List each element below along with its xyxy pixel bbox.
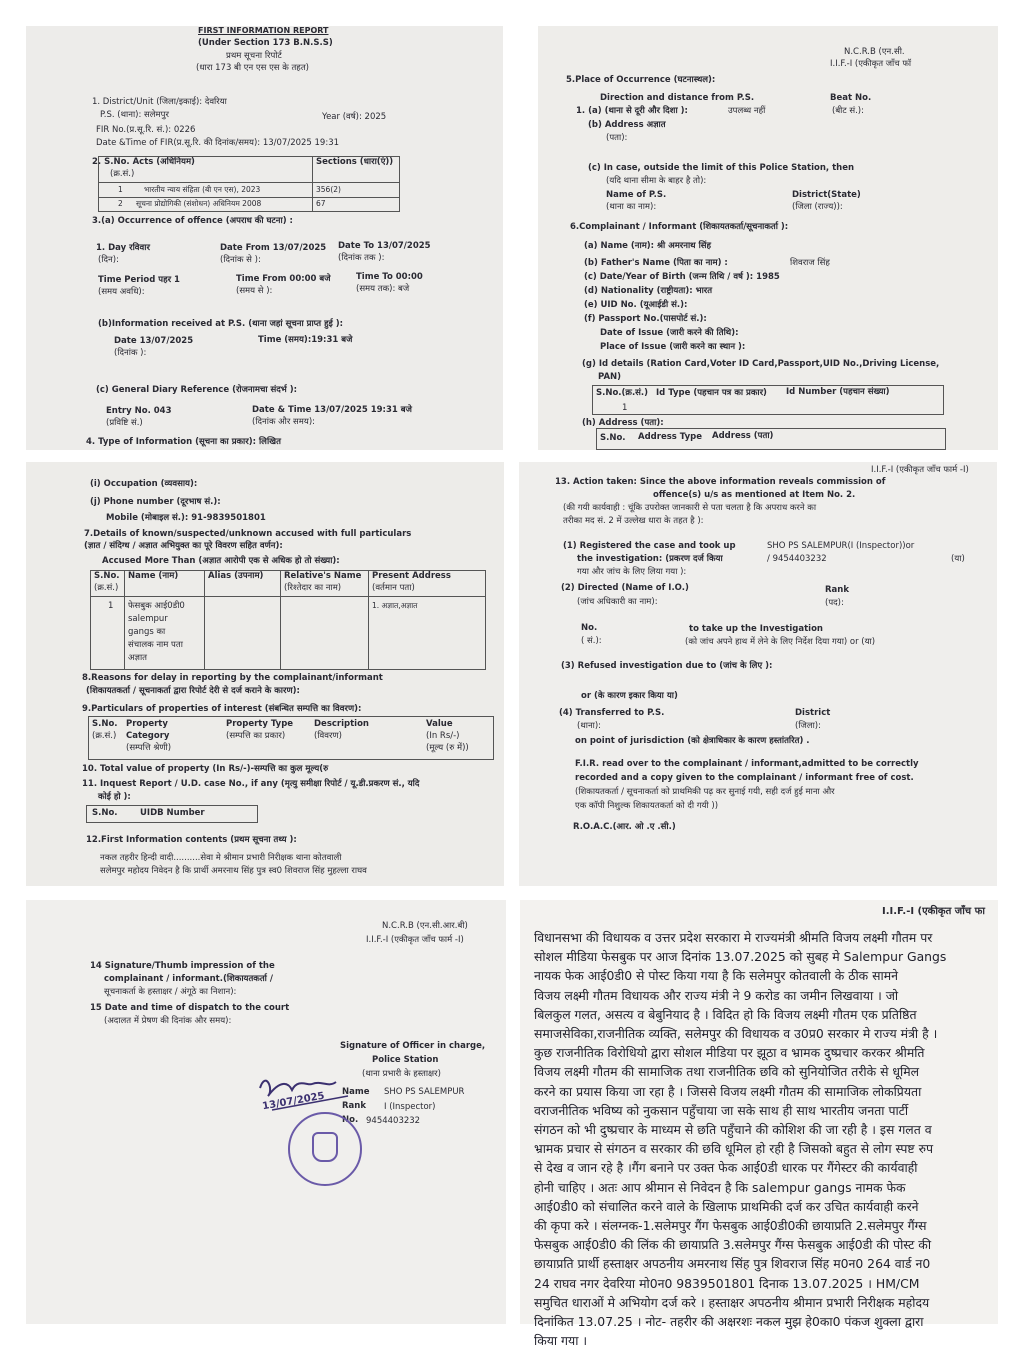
- act-row-1: भारतीय न्याय संहिता (बी एन एस), 2023: [144, 185, 261, 194]
- jurisdiction-field: on point of jurisdiction (को क्षेत्राधिकार के कारण हस्तांतरित) .: [575, 736, 810, 746]
- time-to-hindi: (समय तक): बजे: [356, 284, 410, 294]
- total-value-field: 10. Total value of property (In Rs/-)-सम्पत्ति का कुल मूल्य(रु: [82, 764, 329, 774]
- directed-io-hindi: (जांच अधिकारी का नाम):: [577, 597, 658, 607]
- fir-title: FIRST INFORMATION REPORT: [198, 26, 329, 35]
- id-details-pan: PAN): [598, 372, 622, 382]
- accused-details-heading: 7.Details of known/suspected/unknown accused with full particulars: [84, 529, 412, 539]
- year-field: Year (वर्ष): 2025: [322, 112, 387, 122]
- officer-no-label: No.: [342, 1115, 359, 1125]
- time-period-field: Time Period पहर 1: [98, 275, 180, 285]
- gd-heading: (c) General Diary Reference (रोजनामचा संदर्भ ):: [96, 385, 297, 395]
- registered-case-line: the investigation: (प्रकरण दर्ज किया: [577, 554, 723, 564]
- narrative-line: की कृपा करे । संलग्नक-1.सलेमपुर गैंग फेसबुक आई0डी0की छायाप्रति 2.सलेमपुर गैंग्स: [534, 1218, 927, 1234]
- accused-row-1-name-line: gangs का: [128, 627, 166, 637]
- transferred-field: (4) Transferred to P.S.: [559, 708, 665, 718]
- address-field: (b) Address अज्ञात: [588, 120, 666, 130]
- property-value-header: Value: [426, 719, 453, 729]
- narrative-line: विधानसभा की विधायक व उत्तर प्रदेश सरकारा मे राज्यमंत्री श्रीमति विजय लक्ष्मी गौतम पर: [534, 930, 933, 945]
- narrative-line: भ्रामक प्रचार से संगठन व सरकार की छवि धूमिल हो रही है जिसको बहुत से लोग स्पष्ट रुप: [534, 1141, 934, 1157]
- district-hindi: (जिला):: [795, 721, 821, 731]
- outside-limit-hindi: (यदि थाना सीमा के बाहर है तो):: [606, 176, 707, 186]
- narrative-line: बिलकुल गलत, असत्य व बेबुनियाद है । विदित हो कि विजय लक्ष्मी गौतम एक प्रतिष्ठित: [534, 1006, 917, 1022]
- action-taken-line: 13. Action taken: Since the above information reveals commission of: [555, 477, 886, 487]
- act-row-2-section: 67: [316, 199, 326, 208]
- narrative-line: होनी चाहिए । अतः आप श्रीमान से निवेदन है कि salempur gangs नामक फेक: [534, 1179, 906, 1195]
- inquest-report-field: 11. Inquest Report / U.D. case No., if any (मृत्यु समीक्षा रिपोर्ट / यू.डी.प्रकरण सं., यदि: [82, 779, 420, 789]
- take-investigation-hindi: (को जांच अपने हाथ में लेने के लिए निर्देश दिया गया) or (या): [685, 637, 876, 647]
- occupation-field: (i) Occupation (व्यवसाय):: [90, 479, 198, 489]
- date-to-hindi: (दिनांक तक ):: [338, 253, 385, 263]
- property-description-header-hindi: (विवरण): [314, 731, 342, 741]
- occurrence-heading: 3.(a) Occurrence of offence (अपराध की घटना) :: [92, 216, 293, 226]
- id-table-number-header: Id Number (पहचान संख्या): [786, 387, 890, 397]
- fir-read-over-line: F.I.R. read over to the complainant / informant,admitted to be correctly: [575, 759, 919, 769]
- act-row-2-no: 2: [118, 199, 123, 208]
- accused-address-header-hindi: (वर्तमान पता): [372, 583, 415, 593]
- property-type-header: Property Type: [226, 719, 294, 729]
- accused-more-than-field: Accused More Than (अज्ञात आरोपी एक से अधिक हो तो संख्या):: [102, 556, 340, 566]
- officer-signature-date: 13/07/2025: [261, 1090, 326, 1113]
- acts-col-divider: [312, 156, 313, 212]
- ncrb-label: N.C.R.B (एन.सी.: [844, 47, 905, 57]
- narrative-line: वराजनीतिक भविष्य को नुकसान पहुँचाया जा सके साथ ही साथ भारतीय जनता पार्टी: [534, 1102, 909, 1118]
- refused-investigation-field: (3) Refused investigation due to (जांच के लिए ):: [561, 661, 773, 671]
- directed-io-field: (2) Directed (Name of I.O.): [561, 583, 689, 593]
- accused-name-header: Name (नाम): [128, 571, 179, 581]
- direction-field: 1. (a) (थाना से दूरी और दिशा ):: [576, 106, 688, 116]
- officer-signature-hindi: (थाना प्रभारी के हस्ताक्षर): [362, 1069, 441, 1079]
- officer-signature-label: Signature of Officer in charge,: [340, 1041, 486, 1051]
- accused-sno-header-hindi: (क्र.सं.): [94, 583, 119, 593]
- accused-row-1-name-line: फेसबुक आई0डी0: [128, 601, 185, 611]
- address-hindi: (पता):: [606, 133, 628, 143]
- fir-read-over-line: recorded and a copy given to the complainant / informant free of cost.: [575, 773, 914, 783]
- gd-datetime-field: Date & Time 13/07/2025 19:31 बजे: [252, 405, 412, 415]
- info-type-field: 4. Type of Information (सूचना का प्रकार): लिखित: [86, 437, 281, 447]
- acts-header-sno: (क्र.सं.): [110, 169, 135, 179]
- act-row-2: सूचना प्रोद्योगिकी (संशोधन) अधिनियम 2008: [136, 199, 262, 208]
- uid-field: (e) UID No. (यूआईडी सं.):: [584, 300, 688, 310]
- narrative-line: किया गया ।: [534, 1333, 588, 1349]
- narrative-line: विजय लक्ष्मी गौतम विधायक और राज्य मंत्री ने 9 करोड का जमीन लिखवाया । जो: [534, 987, 899, 1003]
- property-sno-header-hindi: (क्र.सं.): [92, 731, 117, 741]
- beat-no-label: Beat No.: [830, 93, 872, 103]
- narrative-line: समाजसेविका,राजनीतिक व्यक्ति, सलेमपुर की विधायक व उ0प्र0 सरकार मे राज्य मंत्री है ।: [534, 1026, 938, 1042]
- date-from-hindi: (दिनांक से ):: [220, 255, 261, 265]
- inquest-report-field-2: कोई हो ):: [98, 792, 131, 802]
- narrative-line: आई0डी0 को संचालित करने वाले के खिलाफ प्राथमिकी दर्ज कर उचित कार्यवाही करने: [534, 1198, 919, 1214]
- signature-complainant-line: 14 Signature/Thumb impression of the: [90, 961, 275, 971]
- place-of-occurrence-heading: 5.Place of Occurrence (घटनास्थल):: [566, 75, 716, 85]
- name-of-ps-label: Name of P.S.: [606, 190, 667, 200]
- date-from-field: Date From 13/07/2025: [220, 243, 327, 253]
- date-to-field: Date To 13/07/2025: [338, 241, 431, 251]
- signature-complainant-hindi: सूचनाकर्ता के हस्ताक्षर / अंगूठे का निशान):: [104, 987, 237, 997]
- time-to-field: Time To 00:00: [356, 272, 423, 282]
- id-details-field: (g) Id details (Ration Card,Voter ID Card,Passport,UID No.,Driving License,: [582, 359, 940, 369]
- accused-relative-header-hindi: (रिश्तेदार का नाम): [284, 583, 342, 593]
- address-table-address-header: Address (पता): [712, 431, 774, 441]
- first-information-continued: [534, 928, 966, 1350]
- action-taken-hindi: (की गयी कार्यवाही : चूंकि उपरोक्त जानकारी से पता चलता है कि अपराध करने का: [563, 503, 817, 513]
- dispatch-court-hindi: (अदालत में प्रेषण की दिनांक और समय):: [104, 1016, 232, 1026]
- info-received-time: Time (समय):19:31 बजे: [258, 335, 353, 345]
- info-received-date: Date 13/07/2025: [114, 336, 194, 346]
- first-information-heading: 12.First Information contents (प्रथम सूचना तथ्य ):: [86, 835, 297, 845]
- acts-header: 2. S.No. Acts (अधिनियम): [92, 157, 195, 167]
- time-from-hindi: (समय से ):: [236, 286, 273, 296]
- officer-name-value: SHO PS SALEMPUR: [384, 1087, 465, 1097]
- accused-sno-header: S.No.: [94, 571, 120, 581]
- fir-no-field: FIR No.(प्र.सू.रि. सं.): 0226: [96, 125, 196, 135]
- address-table-sno-header: S.No.: [600, 433, 626, 443]
- first-information-line: नकल तहरीर हिन्दी वादी..........सेवा मे श्रीमान प्रभारी निरीक्षक थाना कोतवाली: [100, 853, 342, 863]
- accused-details-hindi: (ज्ञात / संदिग्ध / अज्ञात अभियुक्त का पूरे विवरण सहित वर्णन):: [84, 541, 283, 551]
- acts-row-divider: [98, 197, 400, 198]
- id-table-type-header: Id Type (पहचान पत्र का प्रकार): [656, 388, 767, 398]
- officer-rank-label: Rank: [342, 1101, 366, 1111]
- complainant-name: (a) Name (नाम): श्री अमरनाथ सिंह: [584, 241, 712, 251]
- gd-datetime-hindi: (दिनांक और समय):: [252, 417, 315, 427]
- properties-heading: 9.Particulars of properties of interest (संबन्धित सम्पत्ति का विवरण):: [82, 704, 362, 714]
- police-station-label: Police Station: [372, 1055, 439, 1065]
- outside-limit-field: (c) In case, outside the limit of this Police Station, then: [588, 163, 855, 173]
- acts-row-divider: [98, 182, 400, 183]
- direction-value: उपलब्ध नहीं: [728, 106, 766, 116]
- time-from-field: Time From 00:00 बजे: [236, 274, 331, 284]
- signature-complainant-line: complainant / informant.(शिकायतकर्ता /: [104, 974, 273, 984]
- take-investigation-label: to take up the Investigation: [689, 624, 823, 634]
- narrative-line: कुछ राजनीतिक विरोधियो द्वारा सोशल मीडिया पर झूठा व भ्रामक दुष्प्रचार करकर श्रीमति: [534, 1045, 925, 1061]
- narrative-line: से देख व जान रहे है ।गैंग बनाने पर उक्त फेक आई0डी धारक पर गैंगेस्टर की कार्यवाही: [534, 1160, 918, 1176]
- accused-row-1-address: 1. अज्ञात,अज्ञात: [372, 601, 418, 610]
- refused-reason-label: or (के कारण इकार किया या): [581, 691, 678, 701]
- transferred-hindi: (थाना):: [577, 721, 602, 731]
- id-table-sno-header: S.No.(क्र.सं.): [596, 388, 649, 398]
- fir-page-1: [26, 26, 503, 450]
- accused-row-1-sno: 1: [108, 601, 114, 611]
- emblem-icon: [312, 1132, 338, 1162]
- fir-subtitle-hindi: (धारा 173 बी एन एस एस के तहत): [196, 63, 309, 73]
- delay-reasons-heading: 8.Reasons for delay in reporting by the complainant/informant: [82, 673, 383, 683]
- info-received-date-hindi: (दिनांक ):: [114, 348, 147, 358]
- action-taken-line: offence(s) u/s as mentioned at Item No. 2.: [653, 490, 856, 500]
- narrative-line: दिनांकित 13.07.25 । नोट- तहरीर की अक्षरशः नकल मुझ हे0का0 पंकज शुक्ला द्वारा: [534, 1314, 924, 1330]
- father-name-value: शिवराज सिंह: [790, 258, 830, 268]
- fir-read-over-hindi: (शिकायतकर्ता / सूचनाकर्ता को प्राथमिकी पढ़ कर सुनाई गयी, सही दर्ज हुई माना और: [575, 787, 835, 797]
- narrative-line: विजय लक्ष्मी गौतम की सामाजिक तथा राजनीतिक छवि को सुनियोजित तरीके से धूमिल: [534, 1064, 920, 1080]
- fir-page-2: [538, 26, 998, 450]
- dispatch-court-line: 15 Date and time of dispatch to the court: [90, 1003, 290, 1013]
- narrative-line: समुचित धाराओं मे अभियोग दर्ज करे । हस्ताक्षर अपठनीय श्रीमान प्रभारी निरीक्षक महोदय: [534, 1294, 930, 1310]
- property-description-header: Description: [314, 719, 369, 729]
- action-taken-hindi: तरीका मद सं. 2 में उल्लेख धारा के तहत है ):: [563, 516, 704, 526]
- act-row-1-no: 1: [118, 185, 123, 194]
- fir-read-over-hindi: एक कॉपी निशुल्क शिकायतकर्ता को दी गयी )): [575, 801, 719, 811]
- accused-row-1-name-line: संचालक नाम पता: [128, 640, 183, 650]
- rank-label: Rank: [825, 585, 849, 595]
- accused-row-1-name-line: अज्ञात: [128, 653, 147, 663]
- dob-field: (c) Date/Year of Birth (जन्म तिथि / वर्ष ): 1985: [584, 272, 780, 282]
- sections-header: Sections (धारा(एं)): [316, 157, 394, 167]
- accused-table-divider: [90, 596, 486, 597]
- registered-case-hindi: गया और जांच के लिए लिया गया ):: [577, 567, 687, 577]
- direction-label: Direction and distance from P.S.: [600, 93, 755, 103]
- narrative-line: छायाप्रति प्रार्थी हस्ताक्षर अपठनीय अमरनाथ सिंह पुत्र शिवराज सिंह म0न0 264 वार्ड न0: [534, 1256, 931, 1272]
- iif-label: I.I.F.-I (एकीकृत जाँच फॉ: [830, 59, 912, 69]
- iif-label: I.I.F.-I (एकीकृत जाँच फा: [882, 906, 985, 917]
- entry-no-field: Entry No. 043: [106, 406, 172, 416]
- time-period-hindi: (समय अवधि):: [98, 287, 145, 297]
- accused-col-divider: [124, 570, 125, 670]
- narrative-line: नायक फेक आई0डी0 से पोस्ट किया गया है कि सलेमपुर कोतवाली के ठीक सामने: [534, 968, 898, 984]
- narrative-line: 24 राघव नगर देवरिया मो0न0 9839501801 दिनाक 13.07.2025 । HM/CM: [534, 1275, 920, 1291]
- rank-hindi: (पद):: [825, 598, 844, 608]
- id-table-row-1: 1: [622, 403, 628, 413]
- district-state-hindi: (जिला (राज्य)):: [792, 202, 843, 212]
- address-table-type-header: Address Type: [638, 432, 702, 442]
- fir-page-6: [520, 900, 998, 1349]
- property-category-header-hindi: (सम्पत्ति श्रेणी): [126, 743, 172, 753]
- narrative-line: सोशल मीडिया फेसबुक पर आज दिनांक 13.07.2025 को सुबह मे Salempur Gangs: [534, 949, 947, 965]
- fir-subtitle: (Under Section 173 B.N.S.S): [198, 38, 333, 48]
- io-no-label: No.: [581, 623, 598, 633]
- phone-number-field: (j) Phone number (दूरभाष सं.):: [90, 497, 221, 507]
- uidb-number-header: UIDB Number: [140, 808, 205, 818]
- district-field: 1. District/Unit (जिला/इकाई): देवरिया: [92, 97, 227, 107]
- property-category-header: Property: [126, 719, 168, 729]
- complainant-heading: 6.Complainant / Informant (शिकायतकर्ता/सूचनाकर्ता ):: [570, 222, 789, 232]
- address-heading: (h) Address (पता):: [582, 418, 664, 428]
- narrative-line: करने का प्रयास किया जा रहा है । जिससे विजय लक्ष्मी गौतम की सामाजिक लोकप्रियता: [534, 1083, 922, 1099]
- or-label: (या): [951, 554, 965, 564]
- day-field: 1. Day रविवार: [96, 243, 150, 253]
- registered-officer: SHO PS SALEMPUR(I (Inspector))or: [767, 541, 915, 551]
- iif-label: I.I.F.-I (एकीकृत जाँच फार्म -I): [871, 465, 969, 475]
- accused-row-1-name-line: salempur: [128, 614, 168, 624]
- accused-relative-header: Relative's Name: [284, 571, 362, 581]
- district-state-label: District(State): [792, 190, 861, 200]
- property-type-header-hindi: (सम्पत्ति का प्रकार): [226, 731, 286, 741]
- fir-datetime-field: Date &Time of FIR(प्र.सू.रि. की दिनांक/समय): 13/07/2025 19:31: [96, 138, 340, 148]
- fir-title-hindi: प्रथम सूचना रिपोर्ट: [226, 51, 282, 61]
- accused-col-divider: [204, 570, 205, 670]
- narrative-line: फेसबुक आई0डी0 की लिंक की छायाप्रति 3.सलेमपुर गैंग्स फेसबुक आई0डी की पोस्ट की: [534, 1237, 932, 1253]
- place-of-issue-field: Place of Issue (जारी करने का स्थान ):: [600, 342, 746, 352]
- father-name-label: (b) Father's Name (पिता का नाम) :: [584, 258, 728, 268]
- officer-name-label: Name: [342, 1087, 370, 1097]
- property-value-header-2: (In Rs/-): [426, 731, 460, 741]
- fir-page-4: [519, 462, 997, 886]
- accused-col-divider: [368, 570, 369, 670]
- mobile-field: Mobile (मोबाइल सं.): 91-9839501801: [106, 513, 266, 523]
- nationality-field: (d) Nationality (राष्ट्रीयता): भारत: [584, 286, 713, 296]
- ncrb-label: N.C.R.B (एन.सी.आर.बी): [382, 921, 468, 931]
- narrative-line: संगठन को भी दुष्प्रचार के माध्यम से छति पहुँचाने की कोशिश की जा रही है । इस गलत व: [534, 1122, 932, 1138]
- property-sno-header: S.No.: [92, 719, 118, 729]
- district-label: District: [795, 708, 831, 718]
- officer-rank-value: I (Inspector): [384, 1102, 436, 1112]
- first-information-line: सलेमपुर महोदय निवेदन है कि प्रार्थी अमरनाथ सिंह पुत्र स्व0 शिवराज सिंह मुहल्ला राघव: [100, 866, 367, 876]
- date-of-issue-field: Date of Issue (जारी करने की तिथि):: [600, 328, 739, 338]
- accused-col-divider: [280, 570, 281, 670]
- property-value-header-hindi: (मूल्य (रु में)): [426, 743, 469, 753]
- ps-field: P.S. (थाना): सलेमपुर: [100, 110, 169, 120]
- uidb-sno-header: S.No.: [92, 808, 118, 818]
- passport-field: (f) Passport No.(पासपोर्ट सं.):: [584, 314, 707, 324]
- io-no-hindi: ( सं.):: [581, 636, 602, 646]
- roac-label: R.O.A.C.(आर. ओ .ए .सी.): [573, 822, 676, 832]
- name-of-ps-hindi: (थाना का नाम):: [606, 202, 657, 212]
- officer-no-value: 9454403232: [366, 1116, 421, 1126]
- iif-label: I.I.F.-I (एकीकृत जाँच फार्म -I): [366, 935, 464, 945]
- accused-address-header: Present Address: [372, 571, 451, 581]
- entry-no-hindi: (प्रविष्टि सं.): [106, 418, 143, 428]
- delay-reasons-hindi: (शिकायतकर्ता / सूचनाकर्ता द्वारा रिपोर्ट देरी से दर्ज कराने के कारण):: [86, 686, 300, 696]
- beat-no-hindi: (बीट सं.):: [832, 106, 864, 116]
- day-field-hindi: (दिन):: [98, 255, 119, 265]
- accused-alias-header: Alias (उपनाम): [208, 571, 264, 581]
- registered-case-line: (1) Registered the case and took up: [563, 541, 736, 551]
- property-category-header-2: Category: [126, 731, 170, 741]
- registered-officer-phone: / 9454403232: [767, 554, 827, 564]
- fir-page-5: [26, 900, 506, 1324]
- fir-page-3: [26, 462, 504, 886]
- info-received-heading: (b)Information received at P.S. (थाना जहां सूचना प्राप्त हुई ):: [98, 319, 343, 329]
- act-row-1-section: 356(2): [316, 185, 341, 194]
